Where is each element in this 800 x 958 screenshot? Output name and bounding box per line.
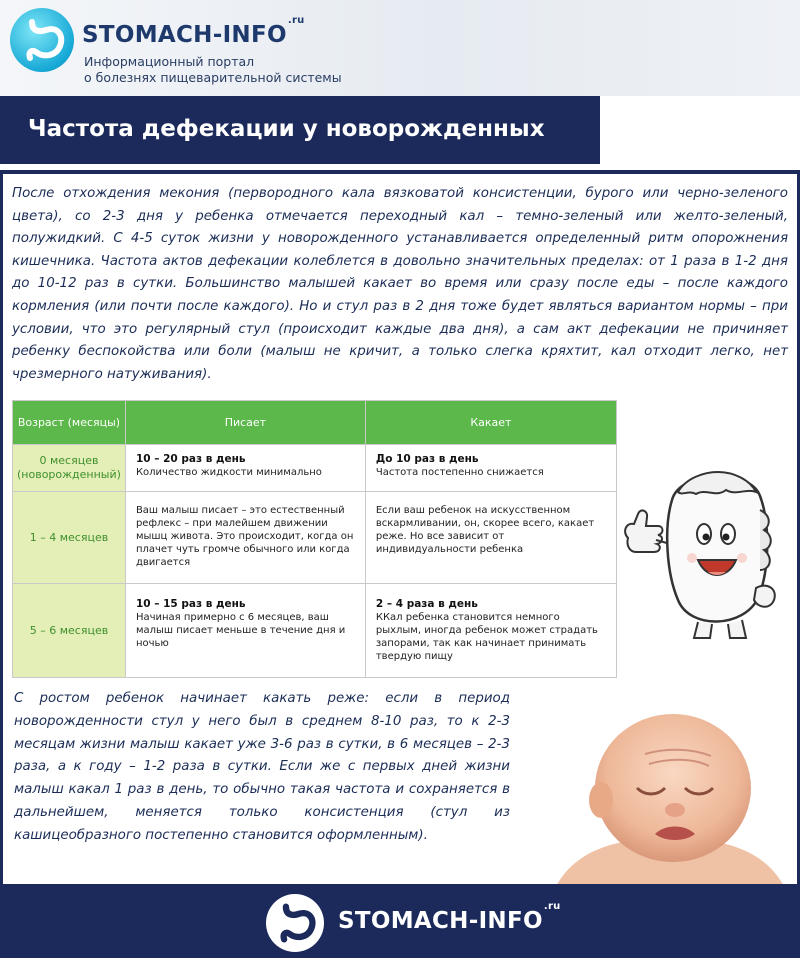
intro-paragraph: После отхождения мекония (первородного кала вязковатой консистенции, бурого или черно-зеленого цвета), со 2-3 дня у ребенка отмечается переходный кал – темно-зеленый или желто-зеленый, полужидкий. С 4-5 суток жизни у новорожденного устанавливается определенный ритм опорожнения кишечника. Частота актов дефекации колеблется в довольно значительных пределах: от 1 раза в 1-2 дня до 10-12 раз в сутки. Большинство малышей какает во время или сразу после еды – после каждого кормления (или почти после каждого). Но и стул раз в 2 дня тоже будет являться вариантом нормы – при условии, что это регулярный стул (происходит каждые два дня), а сам акт дефекации не причиняет ребенку беспокойства или боли (малыш не кричит, а только слегка кряхтит, кал отходит легко, нет чрезмерного натуживания).: [12, 186, 788, 382]
column-header-pees: Писает: [125, 401, 365, 445]
site-tagline: Информационный портал о болезнях пищеварительной системы: [84, 54, 342, 85]
pees-cell: [125, 445, 365, 492]
pees-cell: [125, 492, 365, 584]
stomach-icon[interactable]: [266, 894, 324, 952]
poops-cell: [365, 445, 616, 492]
pees-frequency: 10 – 15 раз в день: [135, 598, 246, 610]
page-title: Частота дефекации у новорожденных: [28, 116, 545, 142]
age-cell: 1 – 4 месяцев: [13, 492, 126, 584]
poops-note: ККал ребенка становится немного рыхлым, иногда ребенок может страдать запорами, так как начинает принимать твердую пищу: [375, 612, 598, 662]
poops-cell: [365, 492, 616, 584]
table-row: [13, 445, 617, 492]
poops-frequency: 2 – 4 раза в день: [375, 598, 478, 610]
column-header-poops: Какает: [365, 401, 616, 445]
poops-note: Частота постепенно снижается: [375, 467, 544, 478]
poops-cell: [365, 584, 616, 678]
poops-note: Если ваш ребенок на искусственном вскармливании, он, скорее всего, какает реже. Но все зависит от индивидуальности ребенка: [375, 505, 595, 555]
poops-frequency: До 10 раз в день: [375, 453, 479, 465]
frame-border-left: [0, 174, 3, 884]
diaper-mascot-illustration: [620, 460, 795, 645]
outro-paragraph: С ростом ребенок начинает какать реже: если в период новорожденности стул у него был в среднем 8-10 раз, то к 2-3 месяцам жизни малыш какает уже 3-6 раз в сутки, в 6 месяцев – 2-3 раза, а к году – 1-2 раза в сутки. Если же с первых дней жизни малыш какал 1 раз в день, то обычно такая частота и сохраняется в дальнейшем, меняется только консистенция (стул из кашицеобразного постепенно становится оформленным).: [14, 691, 510, 843]
frequency-table: [12, 400, 617, 678]
table-row: [13, 492, 617, 584]
table-row: [13, 584, 617, 678]
column-header-age: Возраст (месяцы): [13, 401, 126, 445]
site-brand[interactable]: STOMACH-$INFO^{.ru}$: [82, 15, 305, 48]
table-header-row: [13, 401, 617, 445]
pees-cell: [125, 584, 365, 678]
frame-divider: [0, 170, 800, 174]
footer-brand[interactable]: STOMACH-$INFO^{.ru}$: [338, 901, 561, 934]
pees-note: Количество жидкости минимально: [135, 467, 322, 478]
age-cell: 5 – 6 месяцев: [13, 584, 126, 678]
pees-note: Начиная примерно с 6 месяцев, ваш малыш писает меньше в течение дня и ночью: [135, 612, 346, 649]
pees-note: Ваш малыш писает – это естественный рефлекс – при малейшем движении мышц живота. Это происходит, когда он плачет чуть громче обычного или когда двигается: [135, 505, 354, 568]
stomach-icon[interactable]: [10, 8, 74, 72]
pees-frequency: 10 – 20 раз в день: [135, 453, 246, 465]
crying-baby-photo: [545, 710, 795, 888]
age-cell: 0 месяцев (новорожденный): [13, 445, 126, 492]
